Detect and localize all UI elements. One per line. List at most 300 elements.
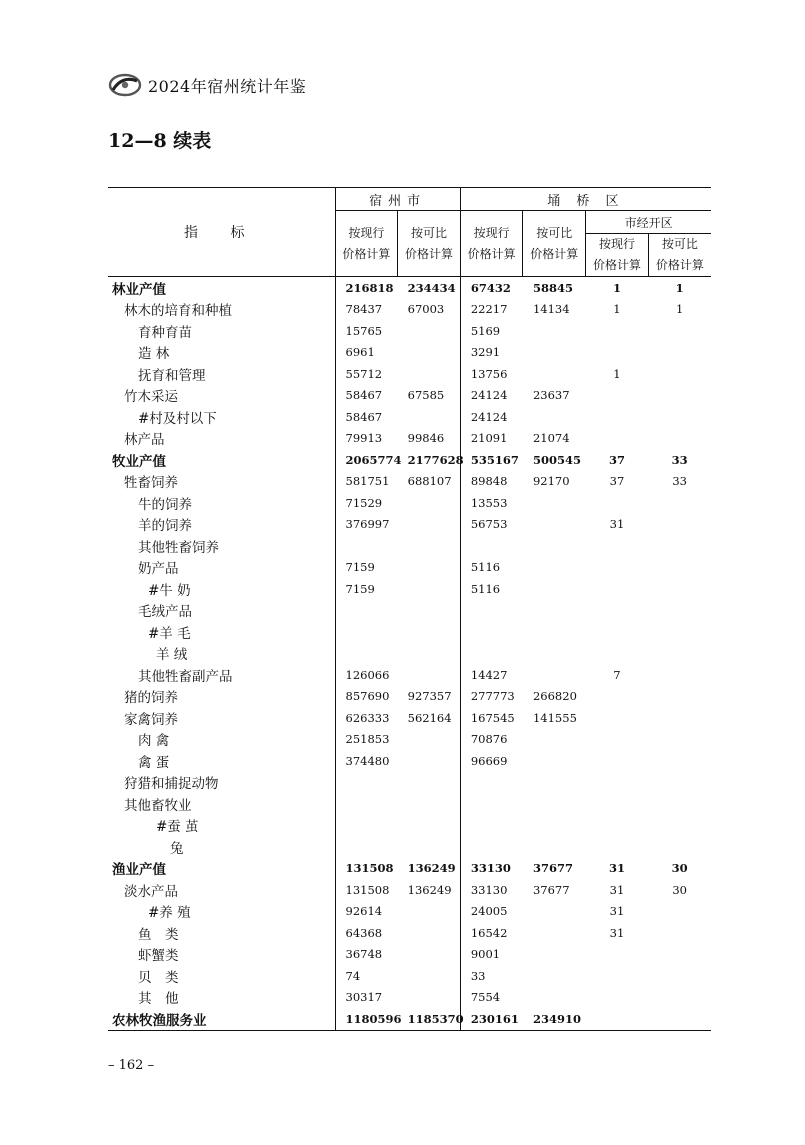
table-cell: 7159 xyxy=(335,578,398,600)
table-cell: 562164 xyxy=(407,710,452,725)
table-cell xyxy=(460,772,523,794)
table-cell xyxy=(648,406,711,428)
page-number: – 162 – xyxy=(108,1058,155,1073)
table-row xyxy=(108,901,711,923)
table-row xyxy=(108,836,711,858)
table-cell xyxy=(398,965,461,987)
table-cell: 71529 xyxy=(335,492,398,514)
table-cell xyxy=(523,363,586,385)
table-row xyxy=(108,320,711,342)
row-label: 肉 禽 xyxy=(138,733,170,750)
table-cell: 266820 xyxy=(532,689,577,704)
row-label: 淡水产品 xyxy=(124,883,178,900)
col-header-comparable-price xyxy=(648,234,711,277)
table-cell: 2177628 xyxy=(407,452,464,467)
table-cell: 1 xyxy=(613,302,621,317)
table-cell xyxy=(335,643,398,665)
table-cell: 31 xyxy=(609,882,625,897)
table-cell xyxy=(586,944,649,966)
table-cell: 535167 xyxy=(460,449,523,471)
col-header-line2: 价格计算 xyxy=(342,246,391,261)
table-cell xyxy=(398,578,461,600)
row-label: #村及村以下 xyxy=(138,410,217,427)
table-cell: 31 xyxy=(608,861,625,876)
row-label: 鱼 类 xyxy=(138,926,179,943)
table-cell: 126066 xyxy=(335,664,398,686)
table-cell: 31 xyxy=(609,904,625,919)
col-header-line1: 按可比 xyxy=(536,225,573,240)
col-header-current-price xyxy=(460,211,523,277)
table-cell xyxy=(398,729,461,751)
page-header xyxy=(108,70,306,100)
col-header-line1: 按可比 xyxy=(410,225,447,240)
yearbook-logo-icon xyxy=(108,72,142,98)
table-row xyxy=(108,1008,711,1030)
sub-group-header-econ-dev-zone: 市经开区 xyxy=(586,211,711,234)
table-cell: 5116 xyxy=(460,578,523,600)
section-title: 12—8 续表 xyxy=(108,130,212,152)
table-row xyxy=(108,385,711,407)
table-row xyxy=(108,944,711,966)
table-row xyxy=(108,277,711,299)
row-label: 羊 绒 xyxy=(156,647,188,664)
table-row xyxy=(108,879,711,901)
table-cell: 581751 xyxy=(335,471,398,493)
table-cell xyxy=(398,815,461,837)
table-cell: 24124 xyxy=(460,385,523,407)
row-label: 其他畜牧业 xyxy=(124,797,192,814)
table-cell xyxy=(648,621,711,643)
table-cell xyxy=(648,922,711,944)
table-cell xyxy=(648,363,711,385)
table-cell: 1 xyxy=(612,280,621,295)
col-header-line1: 按现行 xyxy=(598,237,635,251)
table-cell xyxy=(586,836,649,858)
table-cell xyxy=(398,621,461,643)
row-label: 虾蟹类 xyxy=(138,948,179,965)
table-cell: 14134 xyxy=(532,302,570,317)
table-cell: 234434 xyxy=(407,280,456,295)
table-cell: 376997 xyxy=(335,514,398,536)
table-cell: 500545 xyxy=(532,452,581,467)
table-cell xyxy=(648,492,711,514)
table-cell xyxy=(398,836,461,858)
row-label: 贝 类 xyxy=(138,969,179,986)
table-cell: 64368 xyxy=(335,922,398,944)
table-cell xyxy=(648,320,711,342)
table-cell xyxy=(523,772,586,794)
col-header-line1: 按可比 xyxy=(661,237,698,251)
table-row xyxy=(108,793,711,815)
table-cell: 1 xyxy=(675,280,684,295)
table-cell: 37677 xyxy=(532,882,570,897)
table-cell xyxy=(335,793,398,815)
col-header-line2: 价格计算 xyxy=(592,258,641,272)
col-header-line2: 价格计算 xyxy=(530,246,579,261)
col-header-line1: 按现行 xyxy=(473,225,510,240)
table-cell: 31 xyxy=(609,925,625,940)
row-label: 猪的饲养 xyxy=(124,690,178,707)
table-cell: 55712 xyxy=(335,363,398,385)
table-cell: 58845 xyxy=(532,280,573,295)
table-cell xyxy=(648,1008,711,1030)
table-cell xyxy=(398,557,461,579)
table-cell xyxy=(398,772,461,794)
table-cell xyxy=(586,578,649,600)
table-cell: 5169 xyxy=(460,320,523,342)
row-label: 其他牲畜副产品 xyxy=(138,668,233,685)
table-row xyxy=(108,514,711,536)
table-cell xyxy=(648,686,711,708)
table-cell xyxy=(398,922,461,944)
row-label: 奶产品 xyxy=(138,561,179,578)
table-cell: 626333 xyxy=(335,707,398,729)
table-cell xyxy=(398,492,461,514)
table-cell xyxy=(586,729,649,751)
table-cell xyxy=(460,621,523,643)
table-cell xyxy=(335,815,398,837)
table-row xyxy=(108,471,711,493)
table-cell xyxy=(523,342,586,364)
row-label: 羊的饲养 xyxy=(138,518,192,535)
table-cell: 56753 xyxy=(460,514,523,536)
table-cell: 89848 xyxy=(460,471,523,493)
table-cell: 67432 xyxy=(460,277,523,299)
table-row xyxy=(108,363,711,385)
table-cell: 131508 xyxy=(335,879,398,901)
table-cell: 92170 xyxy=(532,474,570,489)
table-cell: 13756 xyxy=(460,363,523,385)
table-cell: 1180596 xyxy=(335,1008,398,1030)
row-label: 毛绒产品 xyxy=(138,604,192,621)
table-cell: 927357 xyxy=(407,689,452,704)
table-cell xyxy=(460,643,523,665)
table-cell xyxy=(648,600,711,622)
table-cell xyxy=(648,578,711,600)
table-cell: 136249 xyxy=(407,861,456,876)
table-cell: 33 xyxy=(671,452,688,467)
table-cell: 167545 xyxy=(460,707,523,729)
table-cell xyxy=(398,342,461,364)
table-row xyxy=(108,621,711,643)
row-label: 林木的培育和种植 xyxy=(124,303,232,320)
table-cell xyxy=(335,535,398,557)
table-cell xyxy=(523,406,586,428)
table-cell xyxy=(586,686,649,708)
table-cell xyxy=(648,901,711,923)
table-cell: 14427 xyxy=(460,664,523,686)
table-cell: 67003 xyxy=(407,302,445,317)
table-cell xyxy=(586,1008,649,1030)
indicator-header: 指 标 xyxy=(108,188,335,277)
table-cell xyxy=(586,385,649,407)
table-row xyxy=(108,772,711,794)
table-cell: 96669 xyxy=(460,750,523,772)
table-cell xyxy=(460,836,523,858)
table-cell xyxy=(586,621,649,643)
table-cell xyxy=(335,621,398,643)
table-cell: 70876 xyxy=(460,729,523,751)
row-label: #养 殖 xyxy=(148,905,191,922)
table-cell: 15765 xyxy=(335,320,398,342)
table-cell: 136249 xyxy=(407,882,452,897)
table-cell xyxy=(398,987,461,1009)
table-cell: 36748 xyxy=(335,944,398,966)
table-cell: 74 xyxy=(335,965,398,987)
table-cell xyxy=(523,320,586,342)
table-cell xyxy=(648,965,711,987)
table-row xyxy=(108,600,711,622)
table-row xyxy=(108,428,711,450)
table-cell xyxy=(460,600,523,622)
table-cell: 7 xyxy=(613,667,621,682)
table-cell xyxy=(398,944,461,966)
table-cell xyxy=(460,535,523,557)
table-cell: 67585 xyxy=(407,388,445,403)
row-label: 禽 蛋 xyxy=(138,754,170,771)
row-label: #羊 毛 xyxy=(148,625,191,642)
row-label: 农林牧渔服务业 xyxy=(108,1008,335,1030)
table-cell: 37 xyxy=(608,452,625,467)
table-cell xyxy=(586,793,649,815)
table-row xyxy=(108,492,711,514)
row-label: 竹木采运 xyxy=(124,389,178,406)
table-cell: 688107 xyxy=(407,474,452,489)
table-cell: 21091 xyxy=(460,428,523,450)
table-cell xyxy=(398,363,461,385)
table-cell: 1185370 xyxy=(398,1008,461,1030)
table-cell: 5116 xyxy=(460,557,523,579)
row-label: 家禽饲养 xyxy=(124,711,178,728)
table-cell: 216818 xyxy=(335,277,398,299)
table-cell: 30 xyxy=(672,882,687,897)
row-label: 抚育和管理 xyxy=(138,367,206,384)
table-cell xyxy=(586,772,649,794)
table-cell xyxy=(523,922,586,944)
table-cell xyxy=(648,815,711,837)
col-header-comparable-price xyxy=(398,211,461,277)
table-cell: 33130 xyxy=(460,879,523,901)
table-row xyxy=(108,707,711,729)
table-cell: 33 xyxy=(460,965,523,987)
table-cell xyxy=(586,987,649,1009)
table-cell: 3291 xyxy=(460,342,523,364)
table-cell xyxy=(586,965,649,987)
row-label: 其他牲畜饲养 xyxy=(138,539,219,556)
table-cell: 79913 xyxy=(335,428,398,450)
table-cell: 37 xyxy=(609,474,625,489)
table-cell xyxy=(460,793,523,815)
row-label: 林业产值 xyxy=(112,281,166,298)
table-cell: 16542 xyxy=(460,922,523,944)
table-row xyxy=(108,342,711,364)
table-cell: 23637 xyxy=(532,388,570,403)
table-cell xyxy=(398,664,461,686)
table-cell xyxy=(523,815,586,837)
table-cell xyxy=(586,428,649,450)
col-header-line1: 按现行 xyxy=(348,225,385,240)
table-cell xyxy=(586,320,649,342)
table-cell: 37677 xyxy=(532,861,573,876)
table-cell xyxy=(648,707,711,729)
table-cell: 99846 xyxy=(407,431,445,446)
table-row xyxy=(108,449,711,471)
statistics-table xyxy=(108,187,711,1031)
table-cell xyxy=(648,514,711,536)
table-cell xyxy=(398,643,461,665)
table-cell xyxy=(398,406,461,428)
table-cell xyxy=(523,750,586,772)
table-cell: 7554 xyxy=(460,987,523,1009)
table-cell: 24124 xyxy=(460,406,523,428)
col-header-line2: 价格计算 xyxy=(404,246,453,261)
table-row xyxy=(108,965,711,987)
table-cell: 30 xyxy=(671,861,688,876)
table-cell xyxy=(523,836,586,858)
col-header-current-price xyxy=(586,234,649,277)
table-cell xyxy=(648,836,711,858)
table-cell xyxy=(586,535,649,557)
table-cell: 9001 xyxy=(460,944,523,966)
table-cell xyxy=(523,557,586,579)
table-cell: 21074 xyxy=(532,431,570,446)
row-label: 狩猎和捕捉动物 xyxy=(124,776,219,793)
table-cell xyxy=(648,750,711,772)
group-header-yongqiao: 埇 桥 区 xyxy=(460,188,711,211)
table-row xyxy=(108,664,711,686)
table-row xyxy=(108,686,711,708)
table-row xyxy=(108,729,711,751)
table-cell xyxy=(586,750,649,772)
row-label: 育种育苗 xyxy=(138,324,192,341)
table-cell xyxy=(648,944,711,966)
yearbook-title: 2024年宿州统计年鉴 xyxy=(148,76,307,96)
table-cell xyxy=(335,600,398,622)
table-cell xyxy=(586,815,649,837)
table-cell xyxy=(523,664,586,686)
table-cell xyxy=(648,557,711,579)
table-cell xyxy=(523,729,586,751)
row-label: 兔 xyxy=(170,840,184,857)
table-cell xyxy=(648,643,711,665)
row-label: 渔业产值 xyxy=(112,862,166,879)
table-cell: 857690 xyxy=(335,686,398,708)
table-cell: 1 xyxy=(613,366,621,381)
table-cell xyxy=(460,815,523,837)
table-cell xyxy=(523,965,586,987)
table-row xyxy=(108,557,711,579)
col-header-comparable-price xyxy=(523,211,586,277)
table-cell xyxy=(648,342,711,364)
table-cell xyxy=(398,535,461,557)
table-cell xyxy=(648,729,711,751)
table-cell xyxy=(398,514,461,536)
table-cell: 277773 xyxy=(460,686,523,708)
table-cell xyxy=(648,385,711,407)
table-cell xyxy=(648,428,711,450)
table-cell: 374480 xyxy=(335,750,398,772)
table-cell: 24005 xyxy=(460,901,523,923)
row-label: 林产品 xyxy=(124,432,165,449)
table-cell xyxy=(586,492,649,514)
table-cell: 92614 xyxy=(335,901,398,923)
table-cell xyxy=(648,793,711,815)
table-cell: 31 xyxy=(609,517,625,532)
table-cell xyxy=(335,836,398,858)
table-cell xyxy=(523,578,586,600)
table-cell: 78437 xyxy=(335,299,398,321)
table-row xyxy=(108,535,711,557)
table-cell: 251853 xyxy=(335,729,398,751)
table-cell xyxy=(648,664,711,686)
col-header-line2: 价格计算 xyxy=(655,258,704,272)
table-row xyxy=(108,987,711,1009)
table-cell: 33130 xyxy=(460,858,523,880)
table-cell xyxy=(523,944,586,966)
table-cell xyxy=(523,514,586,536)
table-cell xyxy=(523,492,586,514)
table-cell xyxy=(523,621,586,643)
table-cell: 33 xyxy=(672,474,687,489)
table-cell xyxy=(648,535,711,557)
table-row xyxy=(108,406,711,428)
table-cell xyxy=(398,600,461,622)
table-cell: 58467 xyxy=(335,385,398,407)
table-cell xyxy=(523,987,586,1009)
table-cell xyxy=(398,901,461,923)
table-cell: 2065774 xyxy=(335,449,398,471)
row-label: #蚕 茧 xyxy=(156,819,199,836)
row-label: #牛 奶 xyxy=(148,582,191,599)
table-row xyxy=(108,858,711,880)
table-cell: 30317 xyxy=(335,987,398,1009)
table-row xyxy=(108,643,711,665)
table-body xyxy=(108,277,711,1031)
table-cell xyxy=(398,750,461,772)
group-header-suzhou: 宿州市 xyxy=(335,188,460,211)
table-cell: 141555 xyxy=(532,710,577,725)
row-label: 造 林 xyxy=(138,346,170,363)
table-cell: 234910 xyxy=(523,1008,586,1030)
table-cell: 131508 xyxy=(335,858,398,880)
table-cell: 1 xyxy=(675,302,684,317)
row-label: 其 他 xyxy=(138,991,179,1008)
table-row xyxy=(108,578,711,600)
table-row xyxy=(108,922,711,944)
table-cell xyxy=(648,772,711,794)
table-cell xyxy=(398,793,461,815)
table-cell xyxy=(398,320,461,342)
table-cell xyxy=(586,643,649,665)
col-header-current-price xyxy=(335,211,398,277)
table-cell xyxy=(523,535,586,557)
table-row xyxy=(108,750,711,772)
table-cell xyxy=(586,406,649,428)
table-row xyxy=(108,815,711,837)
table-cell xyxy=(523,643,586,665)
table-cell xyxy=(586,342,649,364)
table-cell: 13553 xyxy=(460,492,523,514)
row-label: 牧业产值 xyxy=(112,453,166,470)
table-cell: 6961 xyxy=(335,342,398,364)
table-cell: 22217 xyxy=(460,299,523,321)
table-cell xyxy=(523,901,586,923)
table-cell: 7159 xyxy=(335,557,398,579)
table-cell: 58467 xyxy=(335,406,398,428)
row-label: 牲畜饲养 xyxy=(124,475,178,492)
table-cell: 230161 xyxy=(460,1008,523,1030)
table-cell xyxy=(586,557,649,579)
